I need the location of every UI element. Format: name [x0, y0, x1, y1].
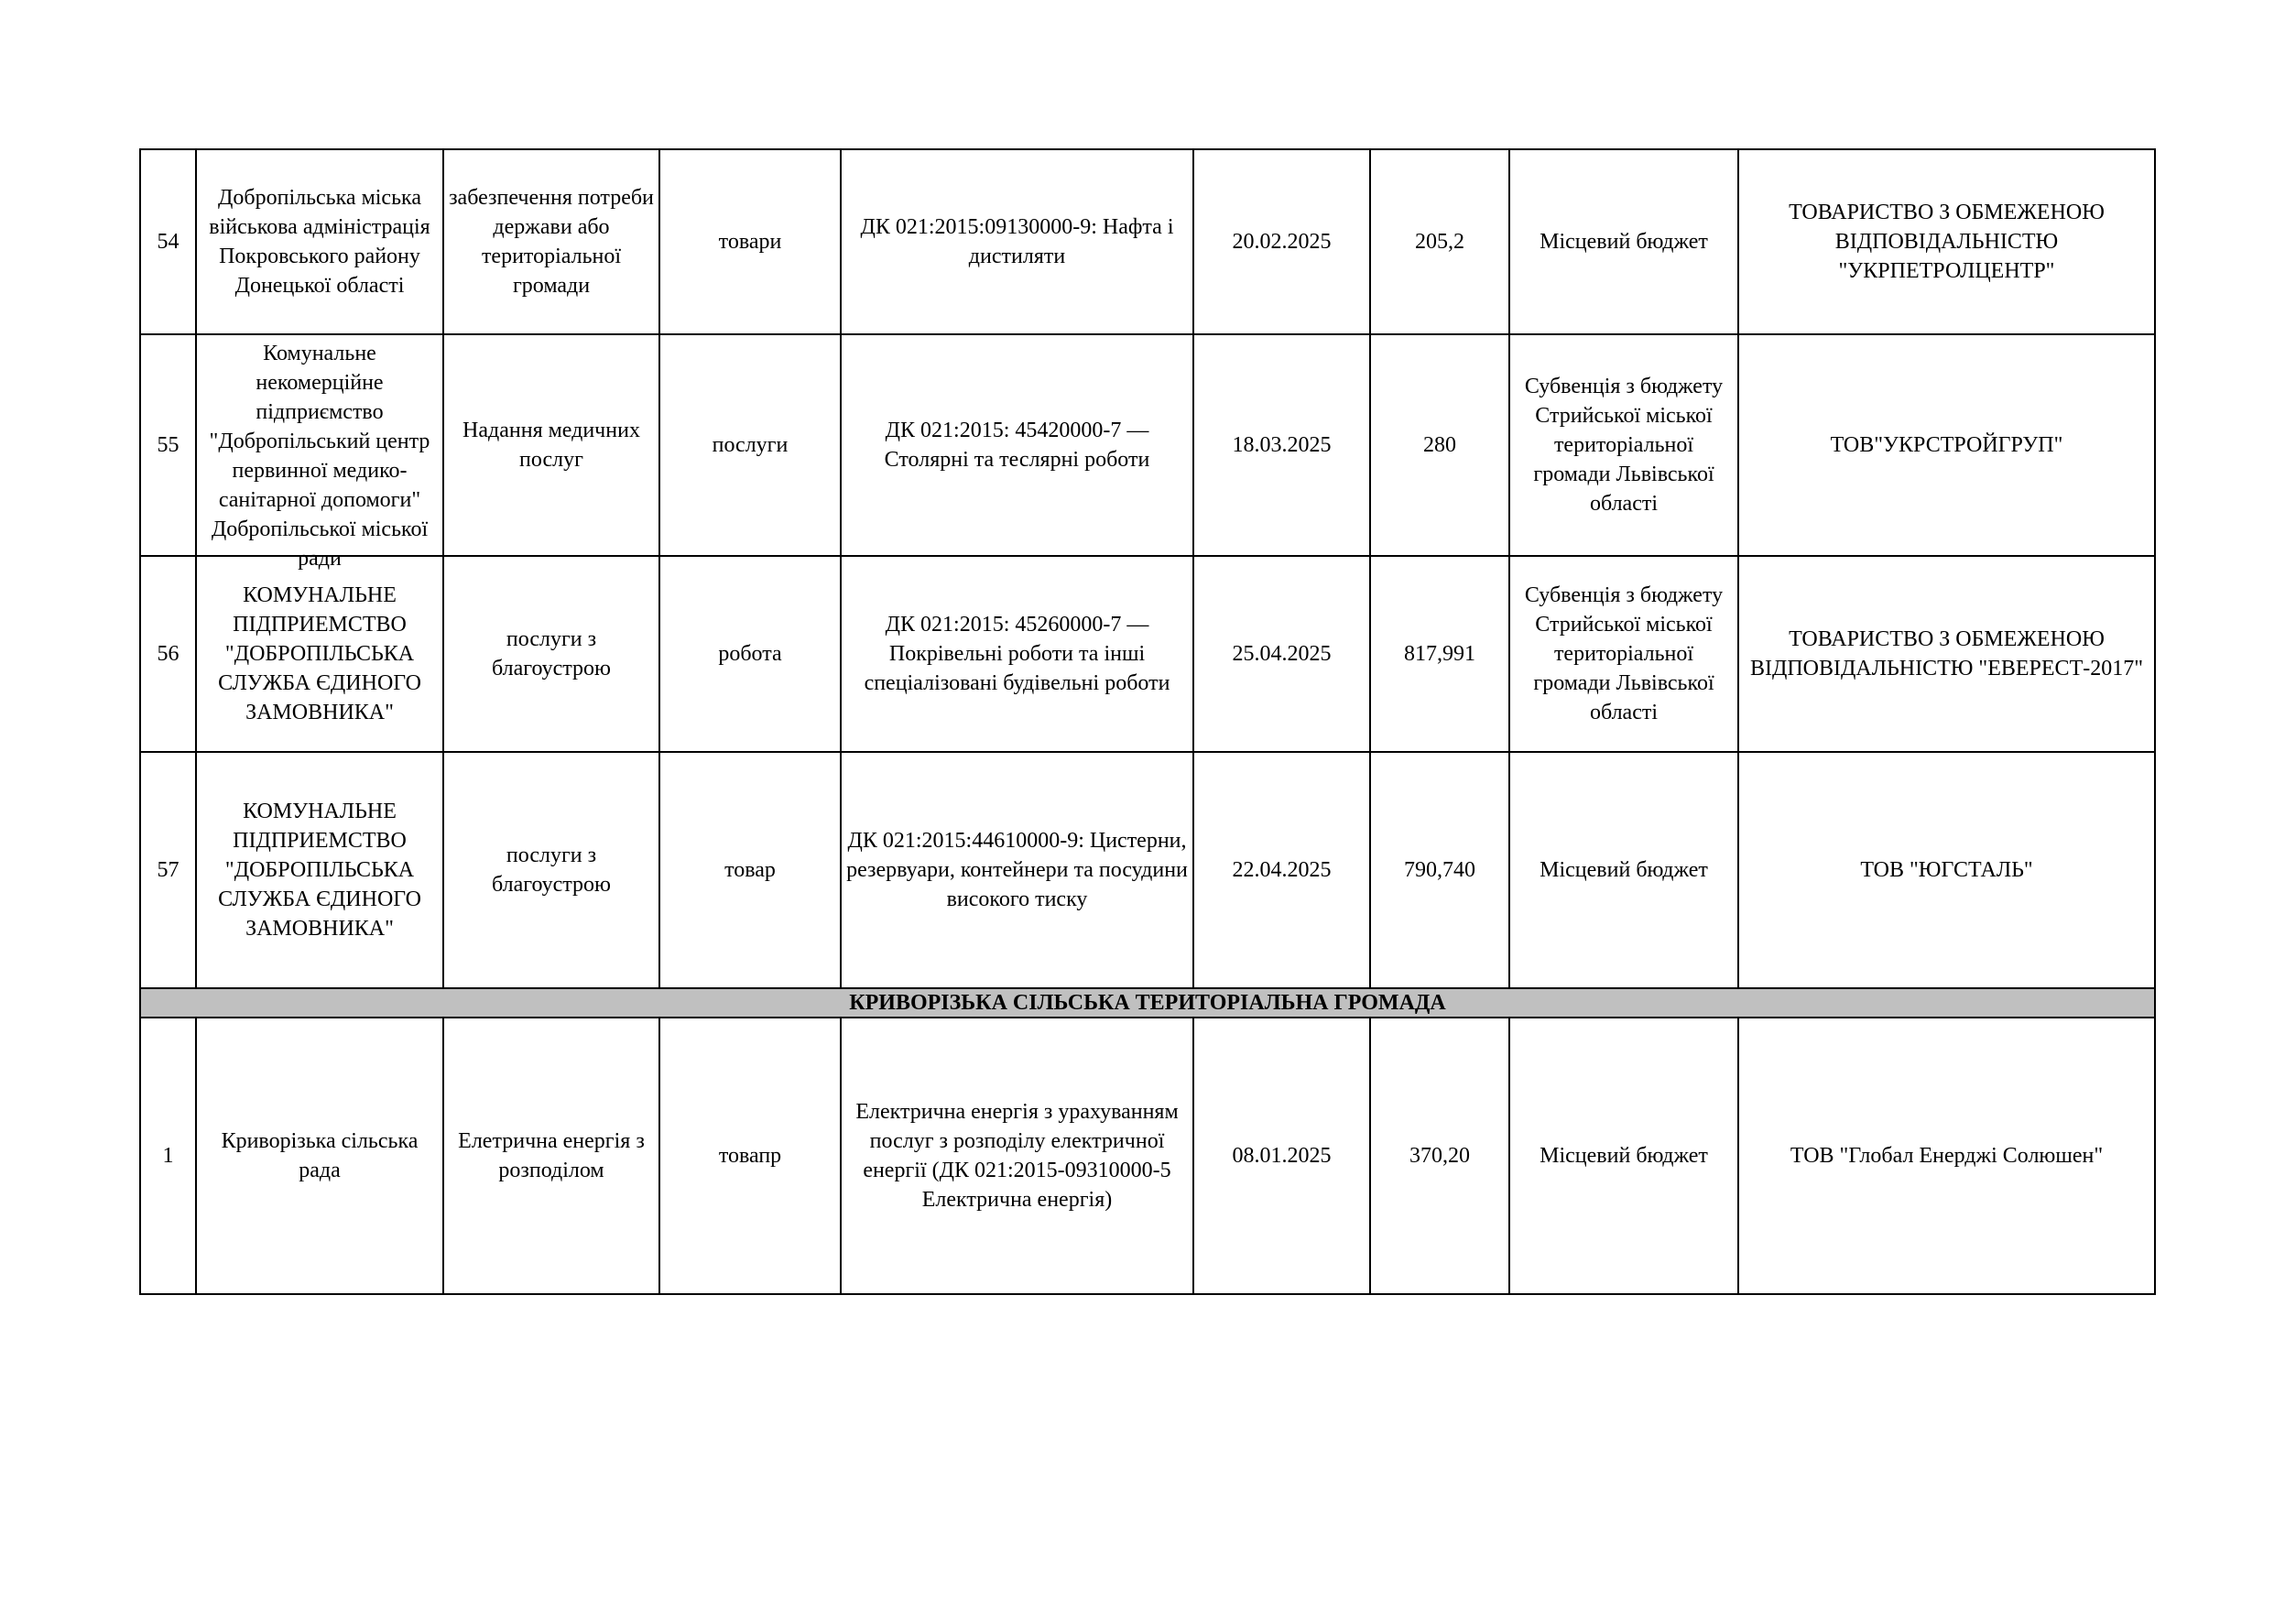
procurement-table [139, 148, 2156, 1295]
type-cell: товари [659, 149, 841, 334]
section-title: КРИВОРІЗЬКА СІЛЬСЬКА ТЕРИТОРІАЛЬНА ГРОМАДА [140, 988, 2155, 1018]
subject-cell: ДК 021:2015:44610000-9: Цистерни, резервуари, контейнери та посудини високого тиску [841, 752, 1193, 988]
amount-cell: 280 [1370, 334, 1509, 556]
date-cell: 22.04.2025 [1193, 752, 1370, 988]
section-header-row [140, 988, 2155, 1018]
type-cell: товапр [659, 1018, 841, 1294]
source-cell: Субвенція з бюджету Стрийської міської територіальної громади Львівської області [1509, 556, 1738, 752]
row-number: 54 [140, 149, 196, 334]
supplier-cell: ТОВ "ЮГСТАЛЬ" [1738, 752, 2155, 988]
row-number: 57 [140, 752, 196, 988]
amount-cell: 205,2 [1370, 149, 1509, 334]
customer-cell: Добропільська міська військова адміністрація Покровського району Донецької області [196, 149, 443, 334]
table-row [140, 1018, 2155, 1294]
date-cell: 18.03.2025 [1193, 334, 1370, 556]
subject-cell: ДК 021:2015: 45420000-7 — Столярні та теслярні роботи [841, 334, 1193, 556]
supplier-cell: ТОВАРИСТВО З ОБМЕЖЕНОЮ ВІДПОВІДАЛЬНІСТЮ "ЕВЕРЕСТ-2017" [1738, 556, 2155, 752]
amount-cell: 790,740 [1370, 752, 1509, 988]
supplier-cell: ТОВАРИСТВО З ОБМЕЖЕНОЮ ВІДПОВІДАЛЬНІСТЮ "УКРПЕТРОЛЦЕНТР" [1738, 149, 2155, 334]
supplier-cell: ТОВ"УКРСТРОЙГРУП" [1738, 334, 2155, 556]
row-number: 56 [140, 556, 196, 752]
row-number: 55 [140, 334, 196, 556]
date-cell: 20.02.2025 [1193, 149, 1370, 334]
date-cell: 08.01.2025 [1193, 1018, 1370, 1294]
subject-cell: ДК 021:2015: 45260000-7 — Покрівельні роботи та інші спеціалізовані будівельні роботи [841, 556, 1193, 752]
table-row [140, 752, 2155, 988]
table-row [140, 149, 2155, 334]
date-cell: 25.04.2025 [1193, 556, 1370, 752]
source-cell: Субвенція з бюджету Стрийської міської територіальної громади Львівської області [1509, 334, 1738, 556]
type-cell: послуги [659, 334, 841, 556]
customer-text: Комунальне некомерційне підприємство "Добропільський центр первинної медико-санітарної допомоги" Добропільської міської ради [209, 342, 430, 571]
table-row [140, 334, 2155, 556]
row-number: 1 [140, 1018, 196, 1294]
source-cell: Місцевий бюджет [1509, 149, 1738, 334]
customer-cell: Криворізька сільська рада [196, 1018, 443, 1294]
type-cell: товар [659, 752, 841, 988]
purpose-cell: забезпечення потреби держави або територіальної громади [443, 149, 659, 334]
purpose-cell: послуги з благоустрою [443, 752, 659, 988]
customer-cell: КОМУНАЛЬНЕ ПІДПРИЕМСТВО "ДОБРОПІЛЬСЬКА СЛУЖБА ЄДИНОГО ЗАМОВНИКА" [196, 752, 443, 988]
customer-cell [196, 334, 443, 571]
purpose-cell: Елетрична енергія з розподілом [443, 1018, 659, 1294]
amount-cell: 817,991 [1370, 556, 1509, 752]
customer-cell: КОМУНАЛЬНЕ ПІДПРИЕМСТВО "ДОБРОПІЛЬСЬКА СЛУЖБА ЄДИНОГО ЗАМОВНИКА" [196, 556, 443, 752]
purpose-cell: Надання медичних послуг [443, 334, 659, 556]
source-cell: Місцевий бюджет [1509, 752, 1738, 988]
table-row [140, 556, 2155, 752]
supplier-cell: ТОВ "Глобал Енерджі Солюшен" [1738, 1018, 2155, 1294]
source-cell: Місцевий бюджет [1509, 1018, 1738, 1294]
amount-cell: 370,20 [1370, 1018, 1509, 1294]
type-cell: робота [659, 556, 841, 752]
purpose-cell: послуги з благоустрою [443, 556, 659, 752]
subject-cell: Електрична енергія з урахуванням послуг з розподілу електричної енергії (ДК 021:2015-09310000-5 Електрична енергія) [841, 1018, 1193, 1294]
subject-cell: ДК 021:2015:09130000-9: Нафта і дистиляти [841, 149, 1193, 334]
